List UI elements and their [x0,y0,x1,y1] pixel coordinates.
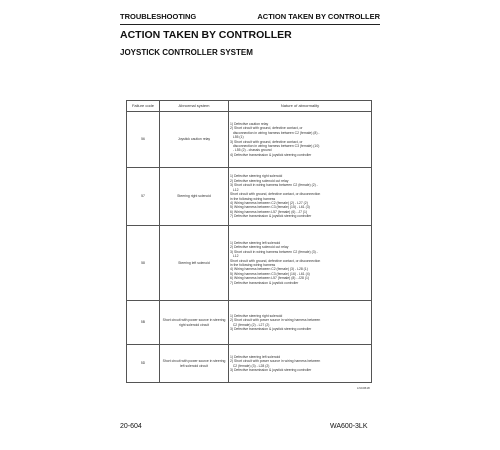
abnormality-line: 3) Defective transmission & joystick steering controller [230,326,312,331]
figure-code: LNC0618 [357,386,370,390]
table-row [127,226,372,301]
abnormality-line: L12 [230,254,239,259]
abnormality-line: 6) Wiring harness between L57 (female) (8) - J28 (1) [230,276,309,281]
failure-code-cell: 56 [127,112,160,168]
abnormality-line: 4) Defective transmission & joystick steering controller [230,152,312,157]
abnormality-line: 3) Short circuit in wiring harness between C2 (female) (2) - [230,183,318,188]
abnormality-line: in the following wiring harness [230,196,276,201]
abnormality-line: disconnection in wiring harness between C2 (female) (8) - [230,130,320,135]
nature-of-abnormality-cell [229,112,372,168]
abnormality-line: 3) Short circuit with ground, defective contact, or [230,139,303,144]
table-row [127,112,372,168]
abnormality-line: 3) Short circuit in wiring harness between C2 (female) (3) - [230,249,318,254]
abnormality-line: 1) Defective steering left solenoid [230,354,281,359]
table-row [127,301,372,345]
abnormal-system-cell: Short circuit with power source in steering left solenoid circuit [160,345,229,383]
failure-code-cell: 57 [127,168,160,226]
abnormality-line: Short circuit with ground, defective contact, or disconnection [230,258,321,263]
abnormality-line: 2) Defective steering solenoid cut relay [230,245,289,250]
abnormality-line: 1) Defective steering left solenoid [230,240,281,245]
abnormality-line: L12 [230,187,239,192]
abnormality-line: 4) Wiring harness between C2 (female) (2) - L27 (2) [230,200,308,205]
abnormality-line: 7) Defective transmission & joystick controller [230,280,299,285]
abnormality-line: Short circuit with ground, defective contact, or disconnection [230,192,321,197]
abnormality-line: disconnection in wiring harness between C3 (female) (10) [230,143,320,148]
abnormality-line: 7) Defective transmission & joystick steering controller [230,214,312,219]
abnormality-line: C2 (female) (3) - L28 (2) [230,363,270,368]
nature-of-abnormality-cell [229,226,372,301]
page-title: ACTION TAKEN BY CONTROLLER [120,29,292,41]
table-row [127,168,372,226]
abnormality-line: 3) Defective transmission & joystick steering controller [230,367,312,372]
table-body [127,112,372,383]
abnormality-line: 1) Defective caution relay [230,121,269,126]
abnormal-system-cell: Short circuit with power source in steering right solenoid circuit [160,301,229,345]
abnormality-line: 1) Defective steering right solenoid [230,313,283,318]
failure-code-table [126,100,372,383]
page-subtitle: JOYSTICK CONTROLLER SYSTEM [120,48,253,57]
model-code: WA600-3LK [330,423,368,430]
abnormality-line: 4) Wiring harness between C2 (female) (3) - L28 (1) [230,267,308,272]
nature-of-abnormality-cell [229,345,372,383]
abnormality-line: 5) Wiring harness between C3 (female) (15) - L61 (3) [230,205,310,210]
failure-code-cell: 5B [127,301,160,345]
abnormal-system-cell: Steering right solenoid [160,168,229,226]
abnormality-line: C2 (female) (2) - L27 (2) [230,322,270,327]
failure-code-cell: 5D [127,345,160,383]
abnormality-line: 5) Wiring harness between C3 (female) (16) - L61 (4) [230,271,310,276]
abnormal-system-cell: Joystick caution relay [160,112,229,168]
abnormality-line: 2) Short circuit with power source in wiring harness between [230,359,321,364]
abnormality-line: 2) Short circuit with power source in wiring harness between [230,318,321,323]
abnormality-line: - L55 (2) - chassis ground [230,148,272,153]
abnormal-system-cell: Steering left solenoid [160,226,229,301]
column-header-failure-code: Failure code [127,101,160,112]
abnormality-line: 6) Wiring harness between L57 (female) (6) - J7 (1) [230,209,308,214]
column-header-nature: Nature of abnormality [229,101,372,112]
abnormality-line: 1) Defective steering right solenoid [230,174,283,179]
abnormality-line: in the following wiring harness [230,263,276,267]
table-header-row [127,101,372,112]
table-row [127,345,372,383]
abnormality-line: 2) Defective steering solenoid cut relay [230,178,289,183]
page-number: 20-604 [120,423,142,430]
abnormality-line: 2) Short circuit with ground, defective contact, or [230,126,303,131]
abnormality-line: L55 (1) [230,135,244,140]
header-topic-label: ACTION TAKEN BY CONTROLLER [257,12,380,21]
column-header-abnormal-system: Abnormal system [160,101,229,112]
page-header [120,12,380,25]
header-section-label: TROUBLESHOOTING [120,12,197,21]
nature-of-abnormality-cell [229,301,372,345]
nature-of-abnormality-cell [229,168,372,226]
failure-code-cell: 58 [127,226,160,301]
